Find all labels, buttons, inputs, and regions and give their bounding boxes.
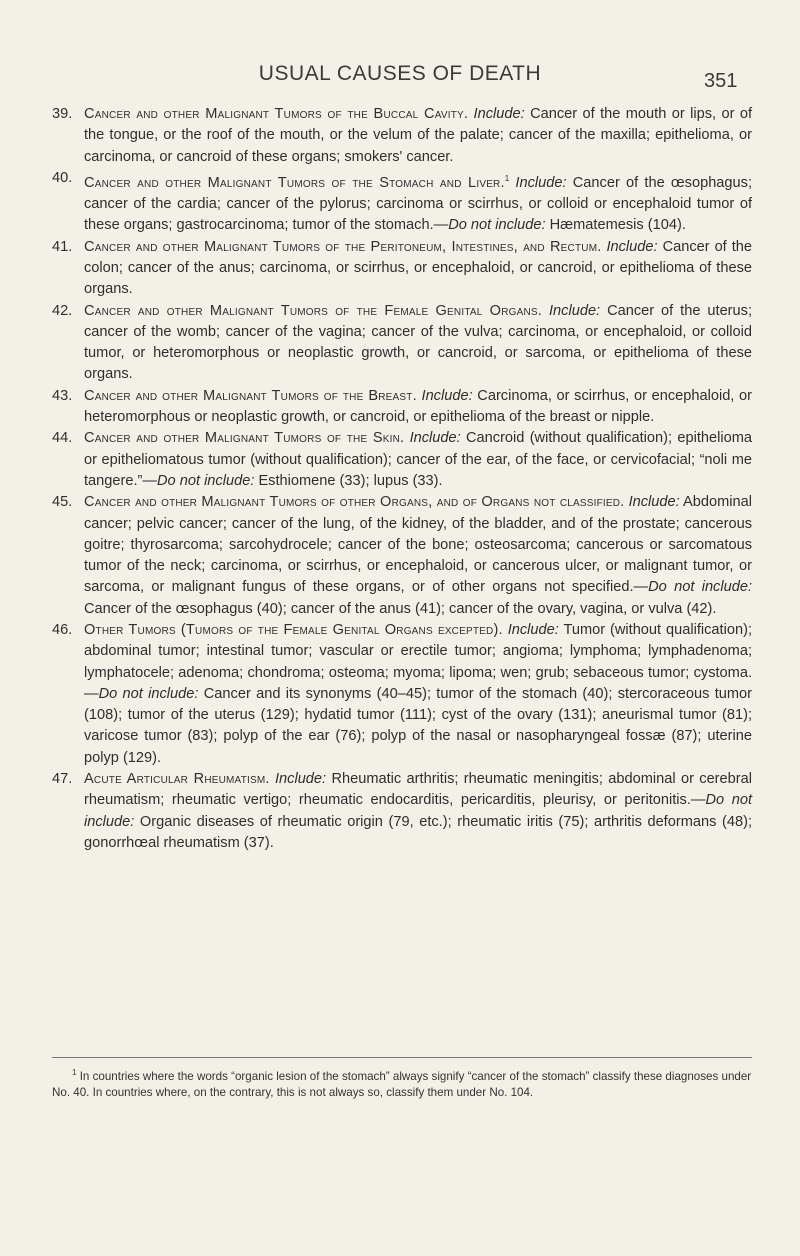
- footnote-reference: 1: [504, 173, 510, 183]
- cause-entry-39: [52, 104, 752, 168]
- exclude-text: Organic diseases of rheumatic origin (79, etc.); rheumatic iritis (75); arthritis deformans (48); gonorrhœal rheumatism (37).: [84, 813, 752, 851]
- exclude-text: Cancer and its synonyms (40–45); tumor of the stomach (40); stercoraceous tumor (108); tumor of the uterus (129); hydatid tumor (111); cyst of the ovary (131); aneurismal tumor (81); varicose tumor (83); polyp of the ear (76); polyp of the nasal or nasopharyngeal fossæ (87); uterine polyp (129).: [84, 685, 753, 766]
- exclude-label: Do not include:: [98, 685, 199, 702]
- entry-title: Acute Articular Rheumatism.: [84, 771, 270, 788]
- entry-number: 43.: [52, 387, 73, 404]
- cause-entry-41: [52, 237, 752, 301]
- cause-entry-47: 47. Acute Articular Rheumatism. Include: Rheumatic arthritis; rheumatic meningitis; abdominal or cerebral rheumatism; rheumatic vertigo; rheumatic endocarditis, pericarditis, pleurisy, or peritonitis.—Do not include: Organic diseases of rheumatic origin (79, etc.); rheumatic iritis (75); arthritis deformans (48); gonorrhœal rheumatism (37).: [52, 771, 753, 851]
- cause-entry-45: 45. Cancer and other Malignant Tumors of other Organs, and of Organs not classified. Include: Abdominal cancer; pelvic cancer; cancer of the lung, of the kidney, of the bladder, and of the prostate; cancerous goitre; thyrosarcoma; sarcohydrocele; cancer of the bone; osteosarcoma; cancerous or sarcomatous tumor of the neck; carcinoma, or scirrhus, or encephaloid, or cancerous ulcer, or malignant tumor, or sarcoma, or malignant fungus of these organs, or of other organs not specified.—Do not include: Cancer of the œsophagus (40); cancer of the anus (41); cancer of the ovary, vagina, or vulva (42).: [52, 494, 753, 617]
- exclude-text: Esthiomene (33); lupus (33).: [258, 472, 443, 489]
- exclude-label: Do not include:: [157, 472, 255, 489]
- footnote-divider: [52, 1057, 752, 1058]
- include-text: Carcinoma, or scirrhus, or encephaloid, or heteromorphous or neoplastic growth, or cancroid, or epithelioma of the breast or nipple.: [84, 387, 752, 426]
- include-text: Cancer of the œsophagus; cancer of the cardia; cancer of the pylorus; carcinoma or scirrhus, or colloid or encephaloid tumor of these organs; gastrocarcinoma; tumor of the stomach.: [84, 174, 753, 234]
- include-label: Include:: [421, 387, 473, 404]
- footnote-marker: 1: [72, 1068, 77, 1077]
- include-label: Include:: [606, 238, 658, 255]
- exclude-text: Hæmatemesis (104).: [549, 217, 686, 234]
- footnote-text: In countries where the words “organic lesion of the stomach” always signify “cancer of the stomach” classify these diagnoses under No. 40. In countries where, on the contrary, this is not always so, classify them under No. 104.: [52, 1069, 752, 1099]
- entry-number: 39.: [52, 106, 73, 122]
- cause-entry-43: [52, 386, 752, 429]
- entry-title: Other Tumors (Tumors of the Female Genital Organs excepted).: [84, 621, 503, 638]
- include-label: Include:: [473, 106, 525, 122]
- include-text: Rheumatic arthritis; rheumatic meningitis; abdominal or cerebral rheumatism; rheumatic vertigo; rheumatic endocarditis, pericarditis, pleurisy, or peritonitis.: [84, 771, 752, 809]
- entry-number: 46.: [52, 621, 73, 638]
- entry-number: 42.: [52, 302, 73, 319]
- include-text: Cancer of the colon; cancer of the anus; carcinoma, or scirrhus, or encephaloid, or cancroid, or epithelioma of these organs.: [84, 238, 752, 298]
- entry-title: Cancer and other Malignant Tumors of the Skin.: [84, 430, 405, 447]
- entry-number: 47.: [52, 771, 73, 788]
- entry-title: Cancer and other Malignant Tumors of the Breast.: [84, 387, 417, 404]
- entry-title: Cancer and other Malignant Tumors of other Organs, and of Organs not classified.: [84, 494, 625, 511]
- entry-number: 44.: [52, 430, 73, 447]
- cause-list: [52, 104, 752, 854]
- entry-title: Cancer and other Malignant Tumors of the Female Genital Organs.: [84, 302, 543, 319]
- cause-entry-44: 44. Cancer and other Malignant Tumors of the Skin. Include: Cancroid (without qualification); epithelioma or epitheliomatous tumor (without qualification); cancer of the ear, of the face, or cervicofacial; “noli me tangere.”—Do not include: Esthiomene (33); lupus (33).: [52, 430, 752, 489]
- include-label: Include:: [409, 430, 461, 447]
- exclude-label: Do not include:: [84, 792, 753, 830]
- include-label: Include:: [515, 174, 567, 191]
- include-label: Include:: [549, 302, 601, 319]
- cause-entry-40: 40. Cancer and other Malignant Tumors of the Stomach and Liver.$^1$ Include: Cancer of the œsophagus; cancer of the cardia; cancer of the pylorus; carcinoma or scirrhus, or colloid or encephaloid tumor of these organs; gastrocarcinoma; tumor of the stomach.—Do not include: Hæmatemesis (104).: [52, 169, 753, 234]
- include-label: Include:: [507, 621, 559, 638]
- page-number: 351: [704, 70, 738, 92]
- include-label: Include:: [628, 494, 680, 511]
- include-text: Cancer of the mouth or lips, or of the tongue, or the roof of the mouth, or the velum of the palate; cancer of the maxilla; epithelioma, or carcinoma, or cancroid of these organs; smokers' cancer.: [84, 106, 752, 165]
- exclude-label: Do not include:: [448, 217, 546, 234]
- include-text: Cancer of the uterus; cancer of the womb; cancer of the vagina; cancer of the vulva; carcinoma, or encephaloid, or colloid tumor, or heteromorphous or neoplastic growth, or cancroid, or sarcoma, or epithelioma of these organs.: [84, 302, 753, 383]
- cause-entry-42: [52, 301, 752, 386]
- entry-number: 40.: [52, 169, 73, 186]
- entry-title: Cancer and other Malignant Tumors of the Peritoneum, Intestines, and Rectum.: [84, 238, 602, 255]
- entry-number: 45.: [52, 494, 73, 511]
- include-label: Include:: [274, 771, 327, 788]
- include-text: Cancroid (without qualification); epithelioma or epitheliomatous tumor (without qualification); cancer of the ear, of the face, or cervicofacial; “noli me tangere.”: [84, 430, 752, 489]
- include-text: Abdominal cancer; pelvic cancer; cancer of the lung, of the kidney, of the bladder, and of the prostate; cancerous goitre; thyrosarcoma; sarcohydrocele; cancer of the bone; osteosarcoma; cancerous or sarcomatous tumor of the neck; carcinoma, or scirrhus, or encephaloid, or cancerous ulcer, or malignant tumor, or sarcoma, or malignant fungus of these organs, or of other organs not specified.: [84, 494, 752, 596]
- running-header: USUAL CAUSES OF DEATH: [258, 62, 542, 85]
- cause-entry-46: 46. Other Tumors (Tumors of the Female Genital Organs excepted). Include: Tumor (without qualification); abdominal tumor; intestinal tumor; vascular or erectile tumor; angioma; lymphoma; lymphadenoma; lymphatocele; adenoma; chondroma; osteoma; myoma; lipoma; wen; grub; sebaceous tumor; cystoma.—Do not include: Cancer and its synonyms (40–45); tumor of the stomach (40); stercoraceous tumor (108); tumor of the uterus (129); hydatid tumor (111); cyst of the ovary (131); aneurismal tumor (81); varicose tumor (83); polyp of the ear (76); polyp of the nasal or nasopharyngeal fossæ (87); uterine polyp (129).: [52, 621, 753, 766]
- include-text: Tumor (without qualification); abdominal tumor; intestinal tumor; vascular or erectile tumor; angioma; lymphoma; lymphadenoma; lymphatocele; adenoma; chondroma; osteoma; myoma; lipoma; wen; grub; sebaceous tumor; cystoma.: [84, 621, 752, 681]
- entry-number: 41.: [52, 238, 73, 255]
- exclude-text: Cancer of the œsophagus (40); cancer of the anus (41); cancer of the ovary, vagina, or vulva (42).: [84, 600, 717, 617]
- exclude-label: Do not include:: [648, 579, 753, 596]
- entry-title: Cancer and other Malignant Tumors of the Buccal Cavity.: [84, 106, 469, 122]
- footnote: [52, 1065, 752, 1101]
- entry-title: Cancer and other Malignant Tumors of the Stomach and Liver.: [84, 174, 505, 191]
